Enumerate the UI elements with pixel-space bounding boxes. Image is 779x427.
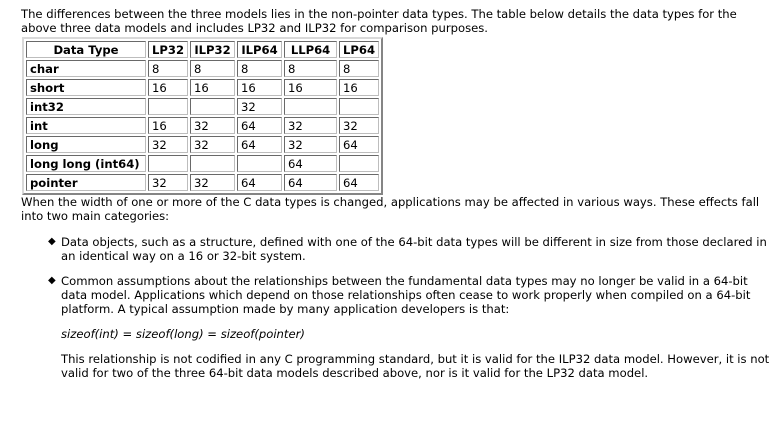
ilp32-cell: 32 [190,136,235,153]
lp64-cell: 64 [339,136,379,153]
lp32-cell: 32 [148,174,188,191]
list-item [21,235,773,263]
row-type-cell: short [26,79,146,96]
list-item-text: Data objects, such as a structure, defined with one of the 64-bit data types will be different in size from those declared in an identical way on a 16 or 32-bit system. [61,235,767,263]
diamond-bullet-icon: ◆ [48,275,56,286]
table-row-char [26,60,379,77]
list-item [21,274,773,380]
ilp32-cell: 8 [190,60,235,77]
header-ilp64: ILP64 [237,41,282,58]
header-llp64: LLP64 [284,41,337,58]
lp32-cell: 8 [148,60,188,77]
ilp64-cell: 8 [237,60,282,77]
intro-paragraph: The differences between the three models lies in the non-pointer data types. The table below details the data types for the above three data models and includes LP32 and ILP32 for comparison purposes. [21,7,737,35]
lp64-cell: 8 [339,60,379,77]
row-type-cell: char [26,60,146,77]
lp32-cell: 16 [148,117,188,134]
lp32-cell [148,98,188,115]
list-item-text: Common assumptions about the relationships between the fundamental data types may no longer be valid in a 64-bit data model. Applications which depend on those relationships often cease to work properly when compiled on a 64-bit platform. A typical assumption made by many application developers is that: [61,274,751,316]
llp64-cell [284,98,337,115]
ilp32-cell [190,98,235,115]
effects-paragraph: When the width of one or more of the C data types is changed, applications may be affected in various ways. These effects fall into two main categories: [21,195,760,223]
llp64-cell: 32 [284,117,337,134]
ilp64-cell: 64 [237,136,282,153]
ilp32-cell: 32 [190,117,235,134]
lp64-cell: 32 [339,117,379,134]
ilp32-cell: 16 [190,79,235,96]
llp64-cell: 64 [284,174,337,191]
lp64-cell: 64 [339,174,379,191]
ilp64-cell: 64 [237,174,282,191]
lp32-cell: 16 [148,79,188,96]
row-type-cell: int [26,117,146,134]
ilp32-cell: 32 [190,174,235,191]
header-ilp32: ILP32 [190,41,235,58]
llp64-cell: 32 [284,136,337,153]
llp64-cell: 64 [284,155,337,172]
table-row-int32 [26,98,379,115]
sizeof-formula: sizeof(int) = sizeof(long) = sizeof(pointer) [61,327,305,341]
document-body [21,7,773,391]
table-row-long [26,136,379,153]
row-type-cell: long [26,136,146,153]
header-data-type: Data Type [26,41,146,58]
table-row-int [26,117,379,134]
lp32-cell: 32 [148,136,188,153]
row-type-cell: pointer [26,174,146,191]
ilp64-cell: 16 [237,79,282,96]
table-row-long-long [26,155,379,172]
lp64-cell [339,98,379,115]
header-lp32: LP32 [148,41,188,58]
data-type-table [22,37,383,195]
ilp32-cell [190,155,235,172]
lp64-cell [339,155,379,172]
lp32-cell [148,155,188,172]
row-type-cell: long long (int64) [26,155,146,172]
diamond-bullet-icon: ◆ [48,236,56,247]
table-header-row [26,41,379,58]
ilp64-cell: 64 [237,117,282,134]
table-row-pointer [26,174,379,191]
ilp64-cell [237,155,282,172]
row-type-cell: int32 [26,98,146,115]
ilp64-cell: 32 [237,98,282,115]
llp64-cell: 8 [284,60,337,77]
table-row-short [26,79,379,96]
llp64-cell: 16 [284,79,337,96]
header-lp64: LP64 [339,41,379,58]
lp64-cell: 16 [339,79,379,96]
closing-text: This relationship is not codified in any C programming standard, but it is valid for the ILP32 data model. However, it is not valid for two of the three 64-bit data models described above, nor is it valid for the LP32 data model. [61,352,770,380]
effects-list [21,235,773,380]
